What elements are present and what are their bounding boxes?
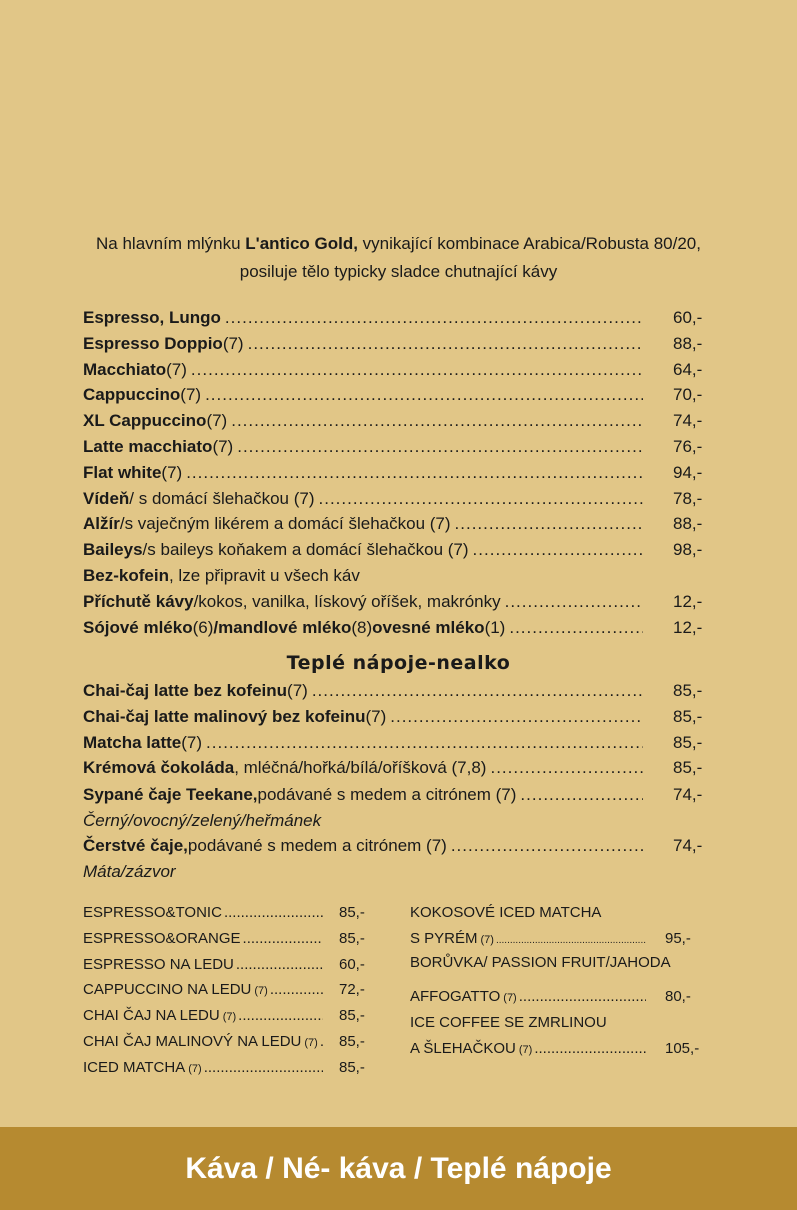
coffee-item-row <box>83 305 708 331</box>
ice-coffee-name-1: ICE COFFEE SE ZMRLINOU <box>410 1014 607 1031</box>
tea-teekane-price: 74,- <box>673 785 703 804</box>
coffee-item-row <box>83 382 708 408</box>
item-description: (7) <box>212 437 234 456</box>
intro-text <box>0 230 797 286</box>
cold-drink-name: CHAI ČAJ NA LEDU <box>83 1007 220 1025</box>
dot-leader <box>509 615 643 641</box>
cold-drink-price: 60,- <box>339 955 365 973</box>
dot-leader <box>520 782 643 808</box>
dot-leader <box>270 977 323 1003</box>
dot-leader <box>455 511 643 537</box>
ice-coffee-line-2 <box>410 1036 710 1062</box>
item-description: /s baileys koňakem a domácí šlehačkou (7) <box>142 540 469 560</box>
dot-leader <box>225 305 643 331</box>
oat-milk-name: ovesné mléko <box>372 618 485 637</box>
oat-milk-allergen: (1) <box>484 618 506 637</box>
coffee-item-row <box>83 331 708 357</box>
cold-drink-price: 85,- <box>339 929 365 947</box>
item-price: 76,- <box>673 437 703 456</box>
item-description: /s vaječným likérem a domácí šlehačkou (7) <box>119 514 451 534</box>
flavors-name: Příchutě kávy <box>83 592 194 611</box>
ice-coffee-name-2: A ŠLEHAČKOU <box>410 1040 516 1057</box>
cold-drink-price: 72,- <box>339 981 365 999</box>
cold-drink-price: 85,- <box>339 904 365 921</box>
item-price: 88,- <box>673 514 703 534</box>
flavors-desc: /kokos, vanilka, lískový oříšek, makrónky <box>193 592 501 611</box>
ice-coffee-line-1 <box>410 1010 710 1036</box>
item-name: Cappuccino <box>83 385 181 405</box>
item-description: (7) <box>222 333 244 353</box>
flavors-price: 12,- <box>673 592 703 611</box>
tea-fresh-row <box>83 833 708 859</box>
item-name: Baileys <box>83 540 143 560</box>
kokos-matcha-allergen: (7) <box>480 934 494 946</box>
item-description: (7) <box>287 681 308 700</box>
coffee-item-row <box>83 434 708 460</box>
tea-fresh-desc: podávané s medem a citrónem (7) <box>187 836 447 855</box>
almond-milk-allergen: (8) <box>351 618 373 637</box>
cold-drink-name: CHAI ČAJ MALINOVÝ NA LEDU <box>83 1033 302 1050</box>
item-name: Matcha latte <box>83 732 182 752</box>
cold-drink-price: 85,- <box>339 1033 365 1050</box>
item-price: 85,- <box>673 758 703 778</box>
dot-leader <box>312 678 643 704</box>
cold-drink-allergen: (7) <box>188 1062 202 1075</box>
affogato-allergen: (7) <box>503 992 517 1004</box>
cold-drink-name: ICED MATCHA <box>83 1058 186 1076</box>
cold-drink-name: ESPRESSO&TONIC <box>83 904 222 921</box>
tea-fresh-price: 74,- <box>673 836 703 855</box>
cold-drink-name: CAPPUCCINO NA LEDU <box>83 981 252 999</box>
kokos-matcha-flavors <box>410 950 710 976</box>
cold-drink-row <box>83 900 373 926</box>
dot-leader <box>191 357 643 383</box>
item-price: 60,- <box>673 308 703 327</box>
coffee-item-row <box>83 486 708 512</box>
milk-row <box>83 615 708 641</box>
item-description: (7) <box>180 385 202 405</box>
coffee-item-row <box>83 460 708 486</box>
item-description: , mléčná/hořká/bílá/oříšková (7,8) <box>234 758 487 778</box>
item-name: Macchiato <box>83 359 167 379</box>
kokos-matcha-line-1 <box>410 900 710 926</box>
decaf-name: Bez-kofein <box>83 566 169 585</box>
cold-drink-row <box>83 1029 373 1055</box>
tea-teekane-varieties: Černý/ovocný/zelený/heřmánek <box>83 811 322 830</box>
milk-price: 12,- <box>673 618 703 637</box>
item-price: 78,- <box>673 488 703 508</box>
dot-leader <box>237 434 643 460</box>
cold-drink-row <box>83 1055 373 1081</box>
item-name: Chai-čaj latte bez kofeinu <box>83 681 288 700</box>
ice-coffee-allergen: (7) <box>518 1044 533 1056</box>
flavors-row <box>83 589 708 615</box>
cold-drink-name: ESPRESSO NA LEDU <box>83 955 234 973</box>
item-price: 94,- <box>673 462 703 482</box>
dot-leader <box>534 1036 646 1062</box>
decaf-row <box>83 563 708 589</box>
section-title-hot-drinks: Teplé nápoje-nealko <box>286 652 511 674</box>
kokos-matcha-price: 95,- <box>665 930 691 947</box>
kokos-matcha-line-2 <box>410 926 710 952</box>
dot-leader <box>519 984 646 1010</box>
cold-drink-allergen: (7) <box>222 1011 237 1024</box>
cold-drink-allergen: (7) <box>304 1037 318 1049</box>
dot-leader <box>390 704 643 730</box>
item-price: 85,- <box>673 706 703 726</box>
coffee-item-row <box>83 408 708 434</box>
dot-leader <box>319 486 644 512</box>
item-name: Espresso Doppio <box>83 333 223 353</box>
kokos-matcha-name-1: KOKOSOVÉ ICED MATCHA <box>410 904 602 921</box>
dot-leader <box>204 1055 323 1081</box>
dot-leader <box>205 382 643 408</box>
soy-milk-name: Sójové mléko <box>83 618 193 637</box>
tea-fresh-varieties: Máta/zázvor <box>83 862 176 881</box>
item-price: 74,- <box>673 411 703 431</box>
item-name: Vídeň <box>83 488 130 508</box>
intro-pre: Na hlavním mlýnku <box>96 234 246 253</box>
item-name: Alžír <box>83 514 120 534</box>
item-name: Chai-čaj latte malinový bez kofeinu <box>83 706 366 726</box>
item-price: 70,- <box>673 385 703 405</box>
intro-line-1 <box>0 230 797 258</box>
hot-drink-row <box>83 730 708 756</box>
item-price: 98,- <box>673 540 703 560</box>
cold-drink-row <box>83 1003 373 1029</box>
hot-drink-row <box>83 704 708 730</box>
dot-leader <box>243 926 323 952</box>
item-name: XL Cappuccino <box>83 411 207 431</box>
dot-leader <box>231 408 643 434</box>
coffee-item-row <box>83 511 708 537</box>
dot-leader <box>490 755 643 781</box>
dot-leader <box>186 460 643 486</box>
affogato-row <box>410 984 710 1010</box>
item-description: (7) <box>181 732 203 752</box>
kokos-matcha-name-2: S PYRÉM <box>410 930 478 947</box>
cold-drink-row <box>83 926 373 952</box>
ice-coffee-price: 105,- <box>665 1040 700 1057</box>
tea-teekane-row <box>83 782 708 808</box>
item-description: / s domácí šlehačkou (7) <box>129 488 315 508</box>
kokos-matcha-flavor-list: BORŮVKA/ PASSION FRUIT/JAHODA <box>410 954 671 971</box>
item-description: (7) <box>161 462 183 482</box>
item-name: Flat white <box>83 462 162 482</box>
cold-drink-row <box>83 952 373 978</box>
dot-leader <box>248 331 643 357</box>
grinder-brand: L'antico Gold, <box>245 234 358 253</box>
cold-drink-allergen: (7) <box>254 985 268 998</box>
intro-post: vynikající kombinace Arabica/Robusta 80/20, <box>357 234 701 253</box>
item-name: Espresso, Lungo <box>83 308 221 327</box>
footer-banner: Káva / Né- káva / Teplé nápoje <box>0 1127 797 1210</box>
item-price: 85,- <box>673 732 703 752</box>
hot-drink-row <box>83 678 708 704</box>
dot-leader <box>451 833 643 859</box>
hot-drink-row <box>83 755 708 781</box>
dot-leader <box>473 537 643 563</box>
cold-drink-name: ESPRESSO&ORANGE <box>83 929 241 947</box>
dot-leader <box>505 589 643 615</box>
tea-teekane-name: Sypané čaje Teekane, <box>83 785 258 804</box>
item-price: 85,- <box>673 681 703 700</box>
coffee-item-row <box>83 357 708 383</box>
item-description: (7) <box>166 359 187 379</box>
dot-leader <box>236 952 323 978</box>
dot-leader <box>206 730 643 756</box>
item-name: Krémová čokoláda <box>83 758 235 778</box>
tea-teekane-desc: podávané s medem a citrónem (7) <box>257 785 517 804</box>
item-price: 88,- <box>673 333 703 353</box>
cold-drink-row <box>83 977 373 1003</box>
decaf-desc: , lze připravit u všech káv <box>168 566 360 585</box>
item-description: (7) <box>365 706 387 726</box>
affogato-name: AFFOGATTO <box>410 988 501 1005</box>
cold-drink-price: 85,- <box>339 1007 365 1025</box>
cold-drink-price: 85,- <box>339 1058 365 1076</box>
item-description: (7) <box>206 411 228 431</box>
dot-leader <box>320 1029 323 1055</box>
coffee-item-row <box>83 537 708 563</box>
tea-fresh-name: Čerstvé čaje, <box>83 836 188 855</box>
affogato-price: 80,- <box>665 988 691 1005</box>
item-name: Latte macchiato <box>83 437 213 456</box>
dot-leader <box>238 1003 323 1029</box>
intro-line-2: posiluje tělo typicky sladce chutnající kávy <box>239 262 558 281</box>
almond-milk-name: /mandlové mléko <box>213 618 352 637</box>
dot-leader <box>224 900 323 926</box>
item-price: 64,- <box>673 359 703 379</box>
soy-milk-allergen: (6) <box>192 618 214 637</box>
